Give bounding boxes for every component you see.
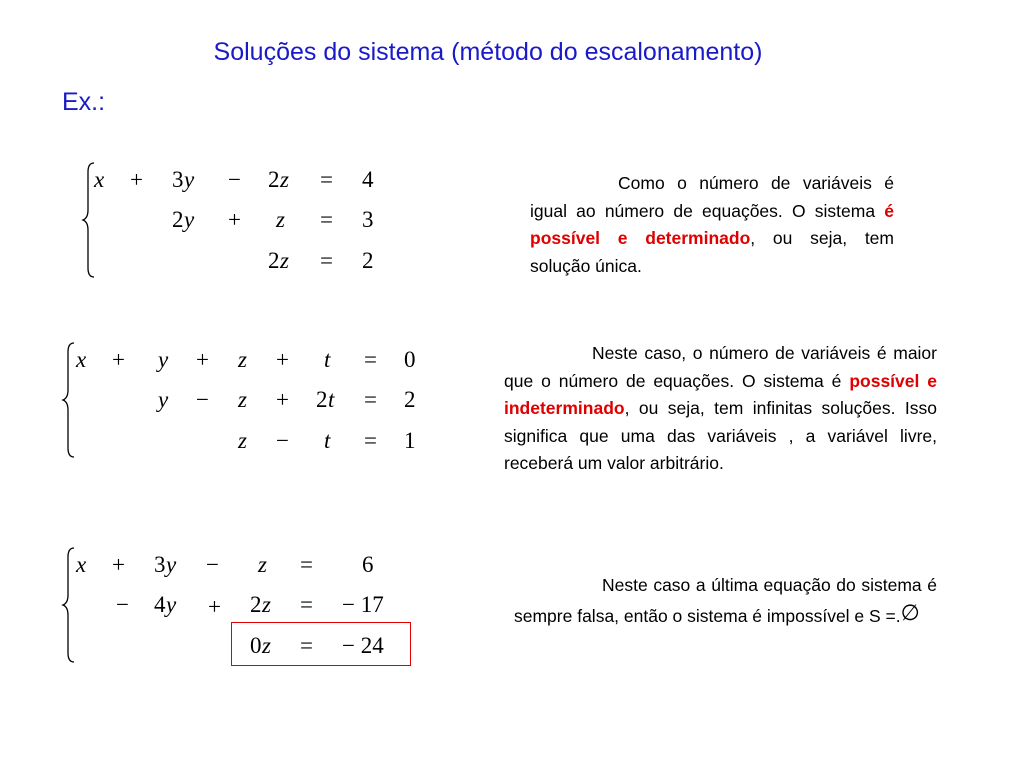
s1-r1-coef2: 3 [172,167,184,192]
s1-r3-z: z [280,248,289,273]
s2-r2-op3: + [276,387,289,412]
s2-r1-t: t [324,347,331,372]
s2-r2-rhs: 2 [404,387,416,412]
s2-r3-t: t [324,428,331,453]
s2-r1-eq: = [364,347,377,372]
system-2 [60,340,430,460]
s3-r1-x: x [76,552,87,577]
s3-r2-op1: − [116,592,129,617]
s3-r1-op1: + [112,552,125,577]
s1-r2-y: y [184,207,195,232]
s1-r2-rhs: 3 [362,207,374,232]
s1-r1-rhs: 4 [362,167,374,192]
explanation-2-part2: , ou seja, tem infinitas soluções. Isso significa que uma das variáveis , a variável livre, receberá um valor arbitrário. [504,398,937,473]
s1-r3-rhs: 2 [362,248,374,273]
s1-r1-op1: + [130,167,143,192]
s3-r1-rhs: 6 [362,552,374,577]
s3-r3-eq: = [300,633,313,658]
s2-r2-eq: = [364,387,377,412]
s2-r2-z: z [238,387,247,412]
left-brace-icon [60,545,76,665]
explanation-2-part1: Neste caso, o número de variáveis é maior que o número de equações. O sistema é [504,343,937,391]
s1-r1-op2: − [228,167,241,192]
s2-r1-z: z [238,347,247,372]
s3-r1-z: z [258,552,267,577]
s2-r1-op1: + [112,347,125,372]
s3-r2-ycoef: 4 [154,592,166,617]
s3-r3-z: z [262,633,271,658]
explanation-3 [514,572,937,630]
s3-r1-y: y [166,552,177,577]
s2-r3-op3: − [276,428,289,453]
s1-r1-z: z [280,167,289,192]
s2-r3-eq: = [364,428,377,453]
empty-set-icon: ∅ [900,600,920,626]
s3-r2-zcoef: 2 [250,592,262,617]
explanation-2-highlight: possível e indeterminado [504,370,937,418]
s3-r1-ycoef: 3 [154,552,166,577]
s2-r3-z: z [238,428,247,453]
s1-r3-eq: = [320,248,333,273]
left-brace-icon [60,340,76,460]
s2-r2-op2: − [196,387,209,412]
s1-r2-coef2: 2 [172,207,184,232]
s2-r1-op2: + [196,347,209,372]
s1-r2-op2: + [228,207,241,232]
s3-r2-op2: + [208,594,221,619]
s2-r1-rhs: 0 [404,347,416,372]
highlight-box [231,622,411,666]
s2-r3-rhs: 1 [404,428,416,453]
s2-r1-op3: + [276,347,289,372]
explanation-3-text: Neste caso a última equação do sistema é sempre falsa, então o sistema é impossível e S =. [514,575,937,626]
s2-r2-y: y [158,387,169,412]
s3-r1-op2: − [206,552,219,577]
explanation-2 [504,340,937,478]
s1-r1-eq: = [320,167,333,192]
s3-r3-rhs: − 24 [342,633,384,658]
s3-r2-z: z [262,592,271,617]
s2-r2-tcoef: 2 [316,387,328,412]
s2-r2-t: t [328,387,335,412]
system-1 [80,160,400,280]
s2-r1-y: y [158,347,169,372]
s1-r1-coef3: 2 [268,167,280,192]
s1-r2-eq: = [320,207,333,232]
s3-r2-eq: = [300,592,313,617]
s3-r2-y: y [166,592,177,617]
page-title: Soluções do sistema (método do escalonamento) [213,38,763,66]
s1-r2-z: z [276,207,285,232]
explanation-1-part1: Como o número de variáveis é igual ao número de equações. O sistema [530,173,894,221]
explanation-1 [530,170,894,280]
explanation-1-part2: , ou seja, tem solução única. [530,228,894,276]
s1-r3-coef3: 2 [268,248,280,273]
explanation-1-highlight: é possível e determinado [530,200,894,248]
s1-r1-x: x [94,167,105,192]
example-label: Ex.: [62,88,106,116]
s3-r2-rhs: − 17 [342,592,384,617]
s2-r1-x: x [76,347,87,372]
s1-r1-y: y [184,167,195,192]
s3-r1-eq: = [300,552,313,577]
s3-r3-zcoef: 0 [250,633,262,658]
